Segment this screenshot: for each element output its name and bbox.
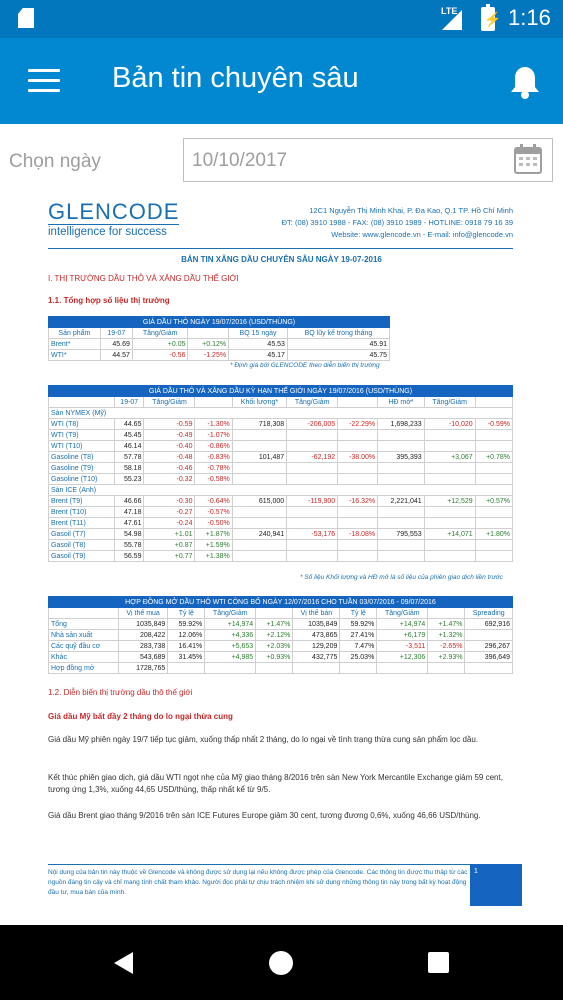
table-row: Brent (T9) 46.66 -0.30 -0.64% 615,000 -119,900 -16.32% 2,221,041 +12,529 +0.57% bbox=[49, 496, 513, 507]
home-icon[interactable] bbox=[269, 951, 293, 975]
crude-price-table bbox=[48, 316, 390, 361]
table-header-row: Vị thế mua Tỷ lệ Tăng/Giảm Vị thế bán Tỷ lệ Tăng/Giảm Spreading bbox=[49, 608, 513, 619]
table-group-row: Sàn ICE (Anh) bbox=[49, 485, 513, 496]
back-icon[interactable] bbox=[114, 952, 133, 974]
table-caption: HỢP ĐỒNG MỞ DẦU THÔ WTI CÔNG BỐ NGÀY 12/07/2016 CHO TUẦN 03/07/2016 - 09/07/2016 bbox=[49, 597, 513, 608]
table-header-row: 19-07 Tăng/Giảm Khối lượng* Tăng/Giảm HĐ mở* Tăng/Giảm bbox=[49, 397, 513, 408]
calendar-icon[interactable] bbox=[514, 144, 542, 174]
contact-info: 12C1 Nguyễn Thị Minh Khai, P. Đa Kao, Q.1 TP. Hồ Chí Minh ĐT: (08) 3910 1988 - FAX: (08) 3910 1989 - HOTLINE: 0918 79 16 39 Website: www.glencode.vn - E-mail: info@glencode.vn bbox=[281, 206, 513, 239]
subsection-heading: 1.1. Tổng hợp số liệu thị trường bbox=[48, 296, 170, 305]
section-heading: I. THỊ TRƯỜNG DẦU THÔ VÀ XĂNG DẦU THẾ GIỚI bbox=[48, 274, 239, 283]
clock: 1:16 bbox=[508, 5, 551, 30]
bell-icon[interactable] bbox=[508, 64, 542, 100]
table-row: Tổng 1035,849 59.92% +14,974 +1.47% 1035,849 59.92% +14,974 +1.47% 692,916 bbox=[49, 619, 513, 630]
table-row: Brent (T11) 47.61 -0.24 -0.50% bbox=[49, 518, 513, 529]
report-title: BẢN TIN XĂNG DẦU CHUYÊN SÂU NGÀY 19-07-2016 bbox=[181, 255, 382, 264]
table-note: * Số liệu Khối lượng và HĐ mở là số liệu của phiên giao dịch liền trước bbox=[300, 574, 503, 581]
table-caption: GIÁ DẦU THÔ NGÀY 19/07/2016 (USD/THÙNG) bbox=[49, 317, 390, 328]
table-row: WTI (T9) 45.45 -0.49 -1.07% bbox=[49, 430, 513, 441]
news-headline: Giá dầu Mỹ bất đầy 2 tháng do lo ngại thừa cung bbox=[48, 712, 233, 721]
date-label: Chọn ngày bbox=[9, 151, 101, 172]
table-row: Gasoline (T8) 57.78 -0.48 -0.83% 101,487 -62,192 -38.00% 395,393 +3,067 +0.78% bbox=[49, 452, 513, 463]
table-row: Các quỹ đầu cơ 283,738 16.41% +5,653 +2.03% 129,209 7.47% -3,511 -2.65% 296,267 bbox=[49, 641, 513, 652]
glencode-logo: GLENCODE intelligence for success bbox=[48, 199, 180, 238]
recents-icon[interactable] bbox=[428, 952, 449, 973]
paragraph: Giá dầu Mỹ phiên ngày 19/7 tiếp tục giảm, xuống thấp nhất 2 tháng, do lo ngại về tình trạng thừa cung sản phẩm lọc dầu. bbox=[48, 735, 479, 744]
table-group-row: Sàn NYMEX (Mỹ) bbox=[49, 408, 513, 419]
battery-icon: ⚡ bbox=[481, 7, 495, 31]
table-row: WTI* 44.57 -0.56 -1.25% 45.17 45.75 bbox=[49, 350, 390, 361]
disclaimer: Nội dung của bản tin này thuộc về Glencode và không được sử dụng lại nếu không được phép của Glencode. Các thông tin được thu thập từ các nguồn đáng tin cậy và chỉ mang tính chất tham khảo. Người đọc phải tự chịu trách nhiệm khi sử dụng những thông tin này trong bất kỳ hoạt động đầu tư, mua bán của mình. bbox=[48, 864, 470, 898]
table-row: Gasoil (T9) 56.59 +0.77 +1.38% bbox=[49, 551, 513, 562]
table-row: Gasoline (T9) 58.18 -0.46 -0.78% bbox=[49, 463, 513, 474]
table-row: Gasoline (T10) 55.23 -0.32 -0.58% bbox=[49, 474, 513, 485]
table-row: Hợp đồng mở 1728,765 bbox=[49, 663, 513, 674]
table-row: Nhà sản xuất 208,422 12.06% +4,336 +2.12% 473,865 27.41% +6,179 +1.32% bbox=[49, 630, 513, 641]
header-rule bbox=[48, 248, 513, 249]
app-bar bbox=[0, 38, 563, 124]
table-header-row: Sản phẩm 19-07 Tăng/Giảm BQ 15 ngày BQ lũy kế trong tháng bbox=[49, 328, 390, 339]
subsection-heading: 1.2. Diễn biến thị trường dầu thô thế giới bbox=[48, 688, 193, 697]
signal-icon bbox=[442, 10, 462, 30]
table-note: * Định giá bởi GLENCODE theo diễn biến thị trường bbox=[230, 362, 380, 369]
table-caption: GIÁ DẦU THÔ VÀ XĂNG DẦU KỲ HẠN THẾ GIỚI NGÀY 19/07/2016 (USD/THÙNG) bbox=[49, 386, 513, 397]
network-type: LTE bbox=[441, 6, 458, 16]
menu-icon[interactable] bbox=[28, 69, 60, 93]
report-document[interactable] bbox=[0, 192, 563, 925]
table-row: Gasoil (T8) 55.78 +0.87 +1.59% bbox=[49, 540, 513, 551]
page-title: Bản tin chuyên sâu bbox=[112, 62, 359, 94]
table-row: Gasoil (T7) 54.98 +1.01 +1.87% 240,941 -53,176 -18.08% 795,553 +14,071 +1.80% bbox=[49, 529, 513, 540]
status-bar bbox=[0, 0, 563, 38]
paragraph: Giá dầu Brent giao tháng 9/2016 trên sàn ICE Futures Europe giảm 30 cent, tương đương 0,6%, xuống 46,66 USD/thùng. bbox=[48, 811, 481, 820]
date-value: 10/10/2017 bbox=[192, 150, 288, 171]
date-picker-field[interactable] bbox=[183, 138, 553, 182]
table-row: WTI (T8) 44.65 -0.59 -1.30% 718,308 -206,005 -22.29% 1,698,233 -10,020 -0.59% bbox=[49, 419, 513, 430]
navigation-bar bbox=[0, 925, 563, 1000]
table-row: Brent (T10) 47.18 -0.27 -0.57% bbox=[49, 507, 513, 518]
sd-card-icon bbox=[18, 8, 34, 28]
futures-price-table bbox=[48, 385, 513, 562]
table-row: Khác 543,689 31.45% +4,985 +0.93% 432,775 25.03% +12,306 +2.93% 396,649 bbox=[49, 652, 513, 663]
table-row: Brent* 45.69 +0.05 +0.12% 45.53 45.91 bbox=[49, 339, 390, 350]
open-interest-table bbox=[48, 596, 513, 674]
paragraph: Kết thúc phiên giao dịch, giá dầu WTI ngọt nhẹ của Mỹ giao tháng 8/2016 trên sàn New York Mercantile Exchange giảm 59 cent, tương ứng 1,3%, xuống 44,65 USD/thùng, thấp nhất kể từ 9/5. bbox=[48, 773, 503, 794]
table-row: WTI (T10) 46.14 -0.40 -0.86% bbox=[49, 441, 513, 452]
page-number: 1 bbox=[470, 864, 522, 906]
